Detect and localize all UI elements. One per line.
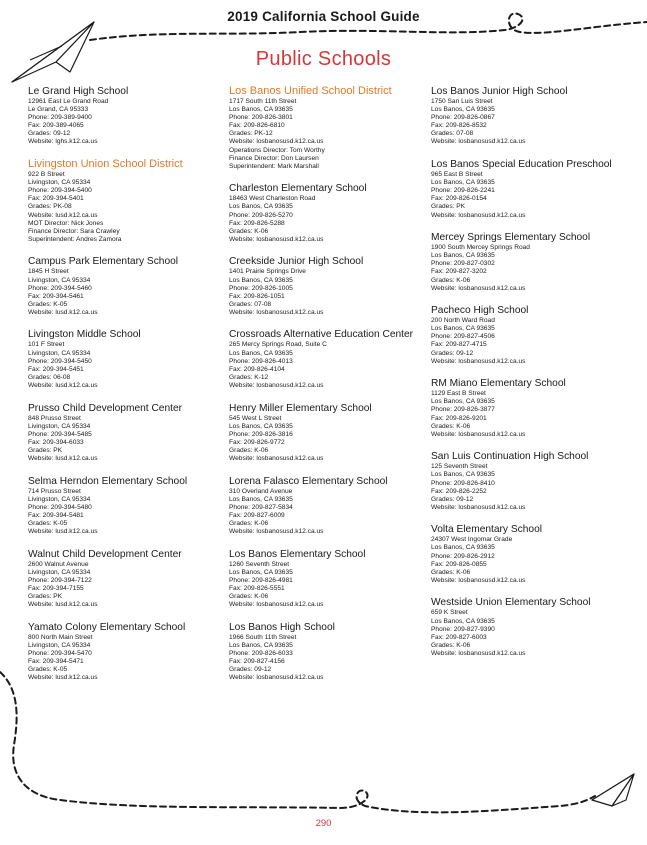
- entry-detail-line: Fax: 209-827-4715: [431, 341, 487, 349]
- entry-detail-line: Website: lusd.k12.ca.us: [28, 455, 98, 462]
- entry-detail-line: Phone: 209-826-0867: [431, 114, 495, 122]
- entry-detail-line: Los Banos, CA 93635: [431, 252, 495, 260]
- entry-detail-line: 125 Seventh Street: [431, 463, 488, 471]
- entry-detail-line: Los Banos, CA 93635: [229, 106, 293, 114]
- entry-detail-line: 18463 West Charleston Road: [229, 195, 316, 203]
- district-entry: [229, 85, 434, 171]
- entry-detail-line: Fax: 209-826-2252: [431, 487, 487, 495]
- entry-detail-line: 1750 San Luis Street: [431, 98, 493, 105]
- entry-detail-line: 965 East B Street: [431, 171, 483, 179]
- school-name: Los Banos Special Education Preschool: [431, 159, 612, 171]
- entry-detail-line: Phone: 209-827-5834: [229, 503, 293, 511]
- entry-detail-line: 1966 South 11th Street: [229, 633, 297, 641]
- school-name: Walnut Child Development Center: [28, 548, 182, 560]
- entry-detail-line: Le Grand, CA 95333: [28, 106, 89, 114]
- entry-detail-line: Fax: 209-389-4065: [28, 122, 84, 130]
- entry-detail-line: Website: losbanosusd.k12.ca.us: [431, 576, 526, 584]
- school-name: Yamato Colony Elementary School: [28, 621, 186, 633]
- entry-detail-line: Phone: 209-394-5480: [28, 503, 92, 511]
- paper-airplane-bottom-icon: [592, 774, 634, 806]
- school-entry: [229, 548, 434, 610]
- school-name: Le Grand High School: [28, 86, 129, 97]
- column-1: [28, 85, 233, 694]
- entry-detail-line: Phone: 209-827-4506: [431, 333, 495, 341]
- district-entry: [28, 158, 233, 244]
- school-name: Creekside Junior High School: [229, 256, 364, 268]
- entry-detail-line: Los Banos, CA 93635: [431, 106, 495, 114]
- school-entry: [229, 475, 434, 537]
- school-entry: [28, 548, 233, 610]
- entry-detail-line: Los Banos, CA 93635: [229, 349, 293, 357]
- school-entry: [431, 450, 636, 512]
- school-name: Los Banos Elementary School: [229, 548, 366, 560]
- school-entry: [28, 328, 233, 390]
- entry-detail-line: 1845 H Street: [28, 268, 69, 276]
- entry-detail-line: Los Banos, CA 93635: [229, 495, 293, 503]
- entry-detail-line: Grades: 09-12: [431, 349, 474, 357]
- entry-detail-line: Phone: 209-389-9400: [28, 114, 92, 122]
- entry-detail-line: Grades: K-06: [431, 568, 471, 576]
- entry-detail-line: Livingston, CA 95334: [28, 568, 91, 576]
- column-2: [229, 85, 434, 694]
- entry-detail-line: Website: lusd.k12.ca.us: [28, 308, 98, 316]
- school-entry: [229, 621, 434, 683]
- section-title: Public Schools: [255, 48, 392, 70]
- school-name: Prusso Child Development Center: [28, 402, 183, 414]
- entry-detail-line: 101 F Street: [28, 341, 65, 349]
- entry-detail-line: Fax: 209-394-7155: [28, 584, 84, 592]
- entry-detail-line: Fax: 209-826-6810: [229, 122, 285, 130]
- entry-detail-line: Grades: K-06: [229, 593, 269, 601]
- entry-detail-line: Fax: 209-826-0855: [431, 560, 487, 568]
- school-entry: [28, 402, 233, 464]
- entry-detail-line: Phone: 209-826-8410: [431, 479, 495, 487]
- school-name: RM Miano Elementary School: [431, 378, 566, 390]
- entry-detail-line: Los Banos, CA 93635: [229, 276, 293, 284]
- entry-detail-line: MOT Director: Nick Jones: [28, 219, 104, 227]
- entry-detail-line: Phone: 209-826-2912: [431, 552, 495, 560]
- entry-detail-line: Website: losbanosusd.k12.ca.us: [229, 455, 324, 462]
- entry-detail-line: Website: lusd.k12.ca.us: [28, 601, 98, 609]
- entry-detail-line: Phone: 209-394-7122: [28, 576, 92, 584]
- entry-detail-line: Website: losbanosusd.k12.ca.us: [431, 357, 526, 365]
- entry-detail-line: Livingston, CA 95334: [28, 495, 91, 503]
- entry-detail-line: Fax: 209-394-5401: [28, 195, 84, 203]
- entry-detail-line: Grades: 09-12: [28, 130, 71, 138]
- entry-detail-line: Superintendent: Mark Marshall: [229, 162, 319, 170]
- entry-detail-line: 800 North Main Street: [28, 633, 93, 641]
- entry-detail-line: Los Banos, CA 93635: [431, 544, 495, 552]
- entry-detail-line: Website: lusd.k12.ca.us: [28, 528, 98, 536]
- school-name: Selma Herndon Elementary School: [28, 475, 188, 487]
- entry-detail-line: Grades: PK-12: [229, 130, 273, 138]
- entry-detail-line: Grades: K-06: [229, 227, 269, 235]
- guide-title: 2019 California School Guide: [227, 9, 420, 24]
- school-name: Henry Miller Elementary School: [229, 402, 372, 414]
- entry-detail-line: Livingston, CA 95334: [28, 179, 91, 187]
- entry-detail-line: Fax: 209-394-5451: [28, 365, 84, 373]
- entry-detail-line: Fax: 209-394-5461: [28, 292, 84, 300]
- entry-detail-line: Phone: 209-826-5270: [229, 211, 293, 219]
- entry-detail-line: Fax: 209-826-9201: [431, 414, 487, 422]
- entry-detail-line: Phone: 209-826-3801: [229, 114, 293, 122]
- district-name: Los Banos Unified School District: [229, 85, 392, 97]
- entry-detail-line: Fax: 209-827-3202: [431, 268, 487, 276]
- entry-detail-line: Website: losbanosusd.k12.ca.us: [229, 601, 324, 609]
- school-entry: [431, 158, 636, 220]
- entry-detail-line: Grades: K-05: [28, 666, 68, 674]
- column-3: [431, 85, 636, 670]
- school-name: Mercey Springs Elementary School: [431, 232, 591, 244]
- entry-detail-line: Grades: 06-08: [28, 373, 71, 381]
- entry-detail-line: Fax: 209-826-0154: [431, 195, 487, 203]
- entry-detail-line: Phone: 209-827-9390: [431, 625, 495, 633]
- entry-detail-line: 848 Prusso Street: [28, 414, 81, 422]
- entry-detail-line: Grades: K-06: [229, 519, 269, 527]
- entry-detail-line: Grades: PK: [431, 203, 466, 211]
- entry-detail-line: Finance Director: Sara Crawley: [28, 227, 120, 235]
- entry-detail-line: Phone: 209-826-2241: [431, 187, 495, 195]
- entry-detail-line: 1717 South 11th Street: [229, 98, 297, 105]
- entry-detail-line: Livingston, CA 95334: [28, 641, 91, 649]
- entry-detail-line: 659 K Street: [431, 609, 468, 617]
- entry-detail-line: Grades: PK: [28, 593, 63, 601]
- entry-detail-line: Fax: 209-826-5288: [229, 219, 285, 227]
- school-entry: [28, 475, 233, 537]
- entry-detail-line: Fax: 209-827-6009: [229, 511, 285, 519]
- entry-detail-line: 12961 East Le Grand Road: [28, 98, 109, 105]
- entry-detail-line: Operations Director: Tom Worthy: [229, 146, 325, 154]
- entry-detail-line: 200 North Ward Road: [431, 317, 495, 325]
- entry-detail-line: Los Banos, CA 93635: [229, 203, 293, 211]
- entry-detail-line: Grades: K-05: [28, 300, 68, 308]
- entry-detail-line: Website: lusd.k12.ca.us: [28, 381, 98, 389]
- entry-detail-line: Los Banos, CA 93635: [431, 471, 495, 479]
- entry-detail-line: Fax: 209-827-4156: [229, 658, 285, 665]
- entry-detail-line: Phone: 209-394-5460: [28, 284, 92, 292]
- school-entry: [431, 523, 636, 585]
- entry-detail-line: 310 Overland Avenue: [229, 487, 293, 495]
- school-entry: [229, 182, 434, 244]
- entry-detail-line: 1129 East B Street: [431, 390, 486, 398]
- district-name: Livingston Union School District: [28, 158, 183, 171]
- entry-detail-line: Website: losbanosusd.k12.ca.us: [431, 284, 526, 292]
- entry-detail-line: Grades: PK-08: [28, 203, 72, 211]
- entry-detail-line: Los Banos, CA 93635: [229, 422, 293, 430]
- entry-detail-line: Fax: 209-826-8532: [431, 122, 487, 130]
- entry-detail-line: Grades: PK: [28, 446, 63, 454]
- entry-detail-line: Fax: 209-394-5471: [28, 658, 84, 665]
- school-entry: [28, 85, 233, 147]
- school-entry: [431, 377, 636, 439]
- entry-detail-line: Finance Director: Don Laursen: [229, 154, 319, 162]
- entry-detail-line: Website: losbanosusd.k12.ca.us: [229, 674, 324, 682]
- entry-detail-line: Grades: 09-12: [431, 495, 474, 503]
- entry-detail-line: 922 B Street: [28, 171, 65, 179]
- entry-detail-line: Phone: 209-394-5450: [28, 357, 92, 365]
- entry-detail-line: Los Banos, CA 93635: [229, 641, 293, 649]
- entry-detail-line: Phone: 209-826-3816: [229, 430, 293, 438]
- entry-detail-line: Website: losbanosusd.k12.ca.us: [431, 503, 526, 511]
- entry-detail-line: Fax: 209-826-9772: [229, 438, 285, 446]
- entry-detail-line: Los Banos, CA 93635: [431, 179, 495, 187]
- school-name: Pacheco High School: [431, 305, 529, 317]
- entry-detail-line: 265 Mercy Springs Road, Suite C: [229, 341, 327, 349]
- school-name: Charleston Elementary School: [229, 183, 367, 195]
- entry-detail-line: Website: losbanosusd.k12.ca.us: [229, 235, 324, 243]
- entry-detail-line: Los Banos, CA 93635: [431, 325, 495, 333]
- entry-detail-line: Grades: K-06: [431, 641, 471, 649]
- entry-detail-line: Livingston, CA 95334: [28, 276, 91, 284]
- school-name: Volta Elementary School: [431, 524, 542, 536]
- entry-detail-line: Phone: 209-826-3877: [431, 406, 495, 414]
- entry-detail-line: Website: losbanosusd.k12.ca.us: [431, 138, 526, 146]
- entry-detail-line: 545 West L Street: [229, 414, 282, 422]
- school-name: Los Banos High School: [229, 621, 335, 633]
- school-entry: [229, 402, 434, 464]
- entry-detail-line: Livingston, CA 95334: [28, 422, 91, 430]
- entry-detail-line: Phone: 209-394-5400: [28, 187, 92, 195]
- school-entry: [28, 255, 233, 317]
- school-name: Livingston Middle School: [28, 329, 141, 341]
- entry-detail-line: Superintendent: Andres Zamora: [28, 235, 122, 243]
- entry-detail-line: 1900 South Mercey Springs Road: [431, 244, 530, 252]
- entry-detail-line: Phone: 209-827-0302: [431, 260, 495, 268]
- entry-detail-line: Fax: 209-394-6033: [28, 438, 84, 446]
- school-entry: [431, 85, 636, 147]
- entry-detail-line: Livingston, CA 95334: [28, 349, 91, 357]
- school-entry: [431, 304, 636, 366]
- entry-detail-line: Website: losbanosusd.k12.ca.us: [431, 211, 526, 219]
- entry-detail-line: Los Banos, CA 93635: [431, 398, 495, 406]
- school-name: San Luis Continuation High School: [431, 451, 589, 463]
- school-name: Crossroads Alternative Education Center: [229, 329, 414, 341]
- entry-detail-line: Phone: 209-826-4013: [229, 357, 293, 365]
- entry-detail-line: Website: lghs.k12.ca.us: [28, 138, 98, 146]
- entry-detail-line: Grades: K-05: [28, 519, 68, 527]
- entry-detail-line: Phone: 209-826-6033: [229, 649, 293, 657]
- entry-detail-line: Phone: 209-826-1005: [229, 284, 293, 292]
- school-name: Campus Park Elementary School: [28, 256, 179, 268]
- entry-detail-line: Website: losbanosusd.k12.ca.us: [229, 308, 324, 316]
- entry-detail-line: Website: losbanosusd.k12.ca.us: [229, 381, 324, 389]
- entry-detail-line: Fax: 209-827-6003: [431, 633, 487, 641]
- entry-detail-line: Los Banos, CA 93635: [431, 617, 495, 625]
- entry-detail-line: Fax: 209-826-4104: [229, 365, 285, 373]
- entry-detail-line: Fax: 209-394-5481: [28, 511, 84, 519]
- entry-detail-line: Grades: 09-12: [229, 666, 272, 674]
- page-number: 290: [315, 818, 332, 829]
- entry-detail-line: Phone: 209-826-4981: [229, 576, 293, 584]
- entry-detail-line: Website: losbanosusd.k12.ca.us: [229, 138, 324, 146]
- entry-detail-line: Fax: 209-826-5551: [229, 584, 285, 592]
- school-entry: [229, 255, 434, 317]
- entry-detail-line: 1260 Seventh Street: [229, 560, 290, 568]
- entry-detail-line: Website: lusd.k12.ca.us: [28, 211, 98, 219]
- entry-detail-line: Grades: K-06: [431, 276, 471, 284]
- entry-detail-line: Website: losbanosusd.k12.ca.us: [229, 528, 324, 536]
- entry-detail-line: Grades: K-12: [229, 373, 269, 381]
- entry-detail-line: Grades: 07-08: [431, 130, 474, 138]
- school-name: Lorena Falasco Elementary School: [229, 475, 388, 487]
- school-name: Westside Union Elementary School: [431, 597, 591, 609]
- entry-detail-line: Grades: K-06: [431, 422, 471, 430]
- school-entry: [431, 596, 636, 658]
- entry-detail-line: Phone: 209-394-5470: [28, 649, 92, 657]
- school-entry: [28, 621, 233, 683]
- school-entry: [431, 231, 636, 293]
- entry-detail-line: Phone: 209-394-5485: [28, 430, 92, 438]
- entry-detail-line: 1401 Prairie Springs Drive: [229, 268, 306, 276]
- school-name: Los Banos Junior High School: [431, 86, 568, 97]
- entry-detail-line: 2600 Walnut Avenue: [28, 560, 89, 568]
- entry-detail-line: Grades: 07-08: [229, 300, 272, 308]
- entry-detail-line: Website: losbanosusd.k12.ca.us: [431, 649, 526, 657]
- entry-detail-line: Website: losbanosusd.k12.ca.us: [431, 430, 526, 438]
- school-entry: [229, 328, 434, 390]
- entry-detail-line: Fax: 209-826-1051: [229, 292, 285, 300]
- entry-detail-line: 714 Prusso Street: [28, 487, 81, 495]
- entry-detail-line: Website: lusd.k12.ca.us: [28, 674, 98, 682]
- entry-detail-line: Grades: K-06: [229, 446, 269, 454]
- entry-detail-line: 24307 West Ingomar Grade: [431, 536, 513, 544]
- entry-detail-line: Los Banos, CA 93635: [229, 568, 293, 576]
